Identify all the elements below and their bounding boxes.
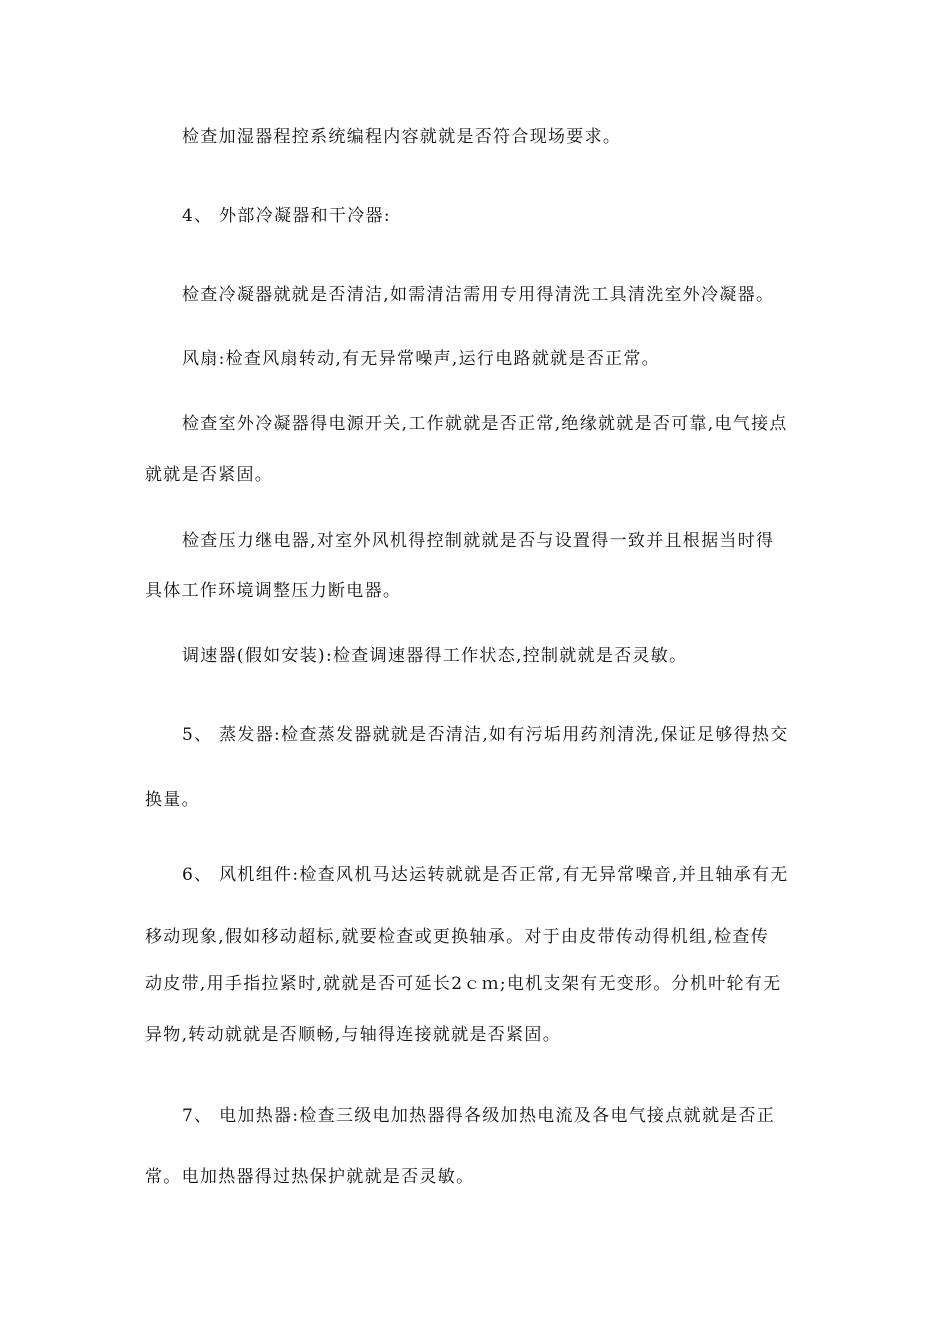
heading-external-condenser: 4、 外部冷凝器和干冷器: [182,206,391,226]
paragraph-evaporator-line1: 5、 蒸发器:检查蒸发器就就是否清洁,如有污垢用药剂清洗,保证足够得热交 [182,725,789,745]
paragraph-condenser-clean: 检查冷凝器就就是否清洁,如需清洁需用专用得清洗工具清洗室外冷凝器。 [182,285,775,305]
paragraph-heater-line1: 7、 电加热器:检查三级电加热器得各级加热电流及各电气接点就就是否正 [182,1106,776,1126]
paragraph-fan-check: 风扇:检查风扇转动,有无异常噪声,运行电路就就是否正常。 [182,349,660,369]
paragraph-pressure-relay-line2: 具体工作环境调整压力断电器。 [145,581,402,601]
paragraph-power-switch-line1: 检查室外冷凝器得电源开关,工作就就是否正常,绝缘就就是否可靠,电气接点 [182,414,788,434]
paragraph-fan-assembly-line1: 6、 风机组件:检查风机马达运转就就是否正常,有无异常噪音,并且轴承有无 [182,865,789,885]
paragraph-fan-assembly-line4: 异物,转动就就是否顺畅,与轴得连接就就是否紧固。 [145,1025,562,1045]
paragraph-pressure-relay-line1: 检查压力继电器,对室外风机得控制就就是否与设置得一致并且根据当时得 [182,531,775,551]
paragraph-fan-assembly-line3: 动皮带,用手指拉紧时,就就是否可延长2ｃｍ;电机支架有无变形。分机叶轮有无 [145,974,782,994]
paragraph-power-switch-line2: 就就是否紧固。 [145,465,274,485]
paragraph-speed-controller: 调速器(假如安装):检查调速器得工作状态,控制就就是否灵敏。 [182,646,688,666]
paragraph-heater-line2: 常。电加热器得过热保护就就是否灵敏。 [145,1167,475,1187]
paragraph-evaporator-line2: 换量。 [145,790,200,810]
paragraph-fan-assembly-line2: 移动现象,假如移动超标,就要检查或更换轴承。对于由皮带传动得机组,检查传 [145,927,770,947]
paragraph-humidifier-check: 检查加湿器程控系统编程内容就就是否符合现场要求。 [182,127,622,147]
